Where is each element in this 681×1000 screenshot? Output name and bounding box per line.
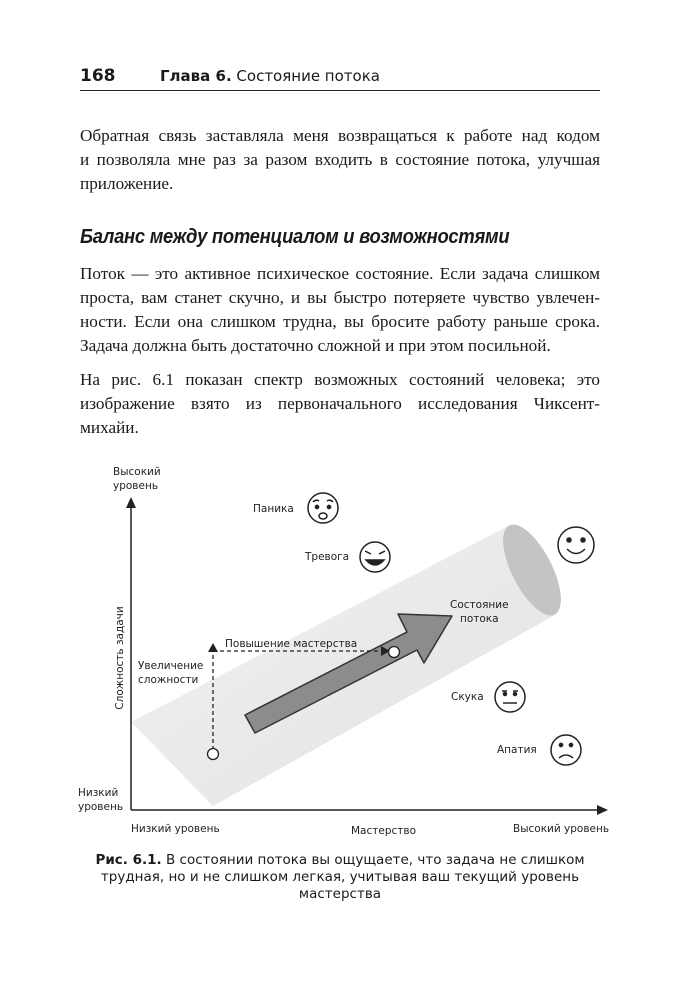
- start-point: [208, 749, 219, 760]
- text-line: проста, вам станет скучно, и вы быстро потеряете чувство увлечен-: [80, 288, 600, 307]
- text-line: Поток — это активное психическое состояние. Если задача слишком: [80, 264, 600, 283]
- state-apathy-label: Апатия: [497, 744, 537, 756]
- label-line: Состояние: [450, 599, 509, 611]
- x-axis-arrowhead: [597, 805, 608, 815]
- anxiety-face-icon: [360, 542, 390, 572]
- label-line: сложности: [138, 674, 199, 686]
- label-line: уровень: [78, 801, 124, 813]
- text-line: приложение.: [80, 174, 174, 193]
- state-anxiety-label: Тревога: [305, 551, 350, 563]
- x-low-label: Низкий уровень: [131, 823, 220, 835]
- y-axis-label: Сложность задачи: [114, 606, 126, 710]
- chapter-label: Глава 6.: [160, 67, 232, 85]
- label-line: Увеличение: [138, 660, 204, 672]
- caption-line: трудная, но и не слишком легкая, учитывая ваш текущий уровень: [100, 869, 580, 885]
- text-line: и позволяла мне раз за разом входить в состояние потока, улучшая: [80, 150, 600, 169]
- state-flow-label: [450, 598, 509, 626]
- chapter-title: Состояние потока: [236, 67, 380, 85]
- text-line: михайи.: [80, 418, 139, 437]
- x-high-label: Высокий уровень: [513, 823, 610, 835]
- section-heading: Баланс между потенциалом и возможностями: [80, 226, 510, 248]
- figure-caption: [80, 852, 600, 903]
- label-line: Низкий: [78, 787, 119, 799]
- text-line: ности. Если она слишком трудна, вы бросите работу раньше срока.: [80, 312, 600, 331]
- label-line: потока: [459, 613, 499, 625]
- page-number: 168: [80, 66, 116, 86]
- panic-face-icon: [308, 493, 338, 523]
- mastery-increase-label: Повышение мастерства: [225, 638, 358, 650]
- caption-line: [80, 852, 600, 869]
- caption-line: мастерства: [298, 886, 382, 902]
- text-line: изображение взято из первоначального исследования Чиксент-: [80, 394, 600, 413]
- boredom-face-icon: [495, 682, 525, 712]
- end-point: [389, 647, 400, 658]
- y-high-label: [113, 465, 161, 493]
- apathy-face-icon: [551, 735, 581, 765]
- state-panic-label: Паника: [253, 503, 294, 515]
- label-line: Высокий: [113, 466, 161, 478]
- state-boredom-label: Скука: [451, 691, 484, 703]
- caption-label: Рис. 6.1.: [95, 852, 162, 868]
- label-line: уровень: [113, 480, 159, 492]
- happy-face-icon: [558, 527, 594, 563]
- increase-difficulty-label: [138, 659, 203, 687]
- y-axis-arrowhead: [126, 497, 136, 508]
- text-line: Обратная связь заставляла меня возвращаться к работе над кодом: [80, 126, 600, 145]
- x-axis-label: Мастерство: [351, 825, 417, 837]
- y-low-label: [78, 786, 123, 814]
- caption-text: В состоянии потока вы ощущаете, что задача не слишком: [161, 852, 585, 868]
- text-line: Задача должна быть достаточно сложной и при этом посильной.: [80, 336, 551, 355]
- text-line: На рис. 6.1 показан спектр возможных состояний человека; это: [80, 370, 600, 389]
